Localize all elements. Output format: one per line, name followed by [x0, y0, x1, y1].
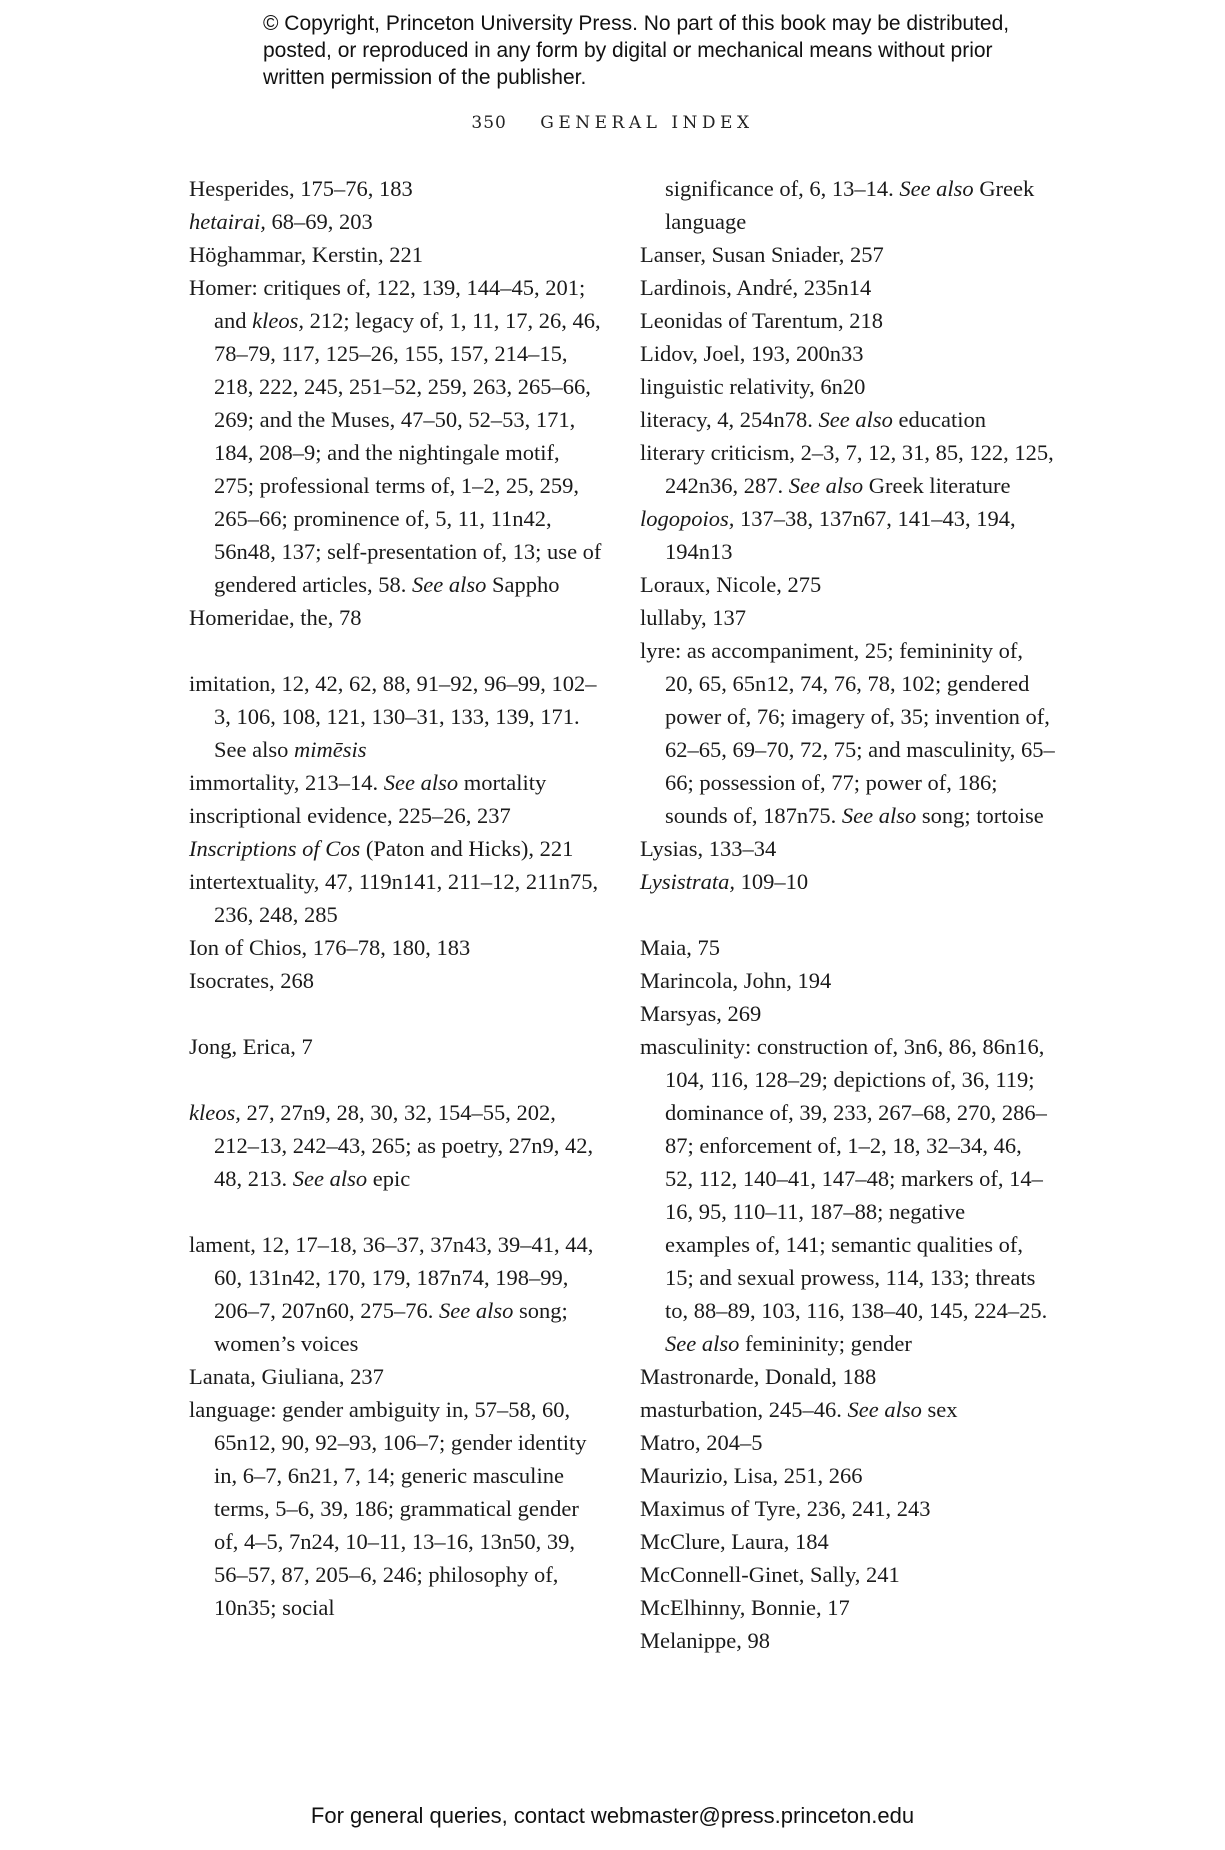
index-entry: imitation, 12, 42, 62, 88, 91–92, 96–99, 102–3, 106, 108, 121, 130–31, 133, 139, 171. See also mimēsis — [189, 671, 597, 762]
index-entry: Mastronarde, Donald, 188 — [640, 1364, 877, 1389]
index-entry: Hesperides, 175–76, 183 — [189, 176, 413, 201]
page-number: 350 — [471, 113, 507, 133]
index-entry: inscriptional evidence, 225–26, 237 — [189, 803, 511, 828]
index-entry: lyre: as accompaniment, 25; femininity of, 20, 65, 65n12, 74, 76, 78, 102; gendered power of, 76; imagery of, 35; invention of, 62–65, 69–70, 72, 75; and masculinity, 65–66; possession of, 77; power of, 186; sounds of, 187n75. See also song; tortoise — [640, 638, 1055, 828]
letter-group-gap — [189, 997, 604, 1030]
index-entry: hetairai, 68–69, 203 — [189, 209, 373, 234]
index-entry: Lardinois, André, 235n14 — [640, 275, 872, 300]
index-entry: logopoios, 137–38, 137n67, 141–43, 194, 194n13 — [640, 506, 1016, 564]
running-head — [0, 113, 1225, 133]
index-entry: Jong, Erica, 7 — [189, 1034, 313, 1059]
index-entry: Loraux, Nicole, 275 — [640, 572, 822, 597]
index-entry: literary criticism, 2–3, 7, 12, 31, 85, 122, 125, 242n36, 287. See also Greek literature — [640, 440, 1054, 498]
index-entry: Melanippe, 98 — [640, 1628, 770, 1653]
index-column-left — [189, 172, 604, 1624]
index-entry: masturbation, 245–46. See also sex — [640, 1397, 958, 1422]
index-entry: Homer: critiques of, 122, 139, 144–45, 201; and kleos, 212; legacy of, 1, 11, 17, 26, 46, 78–79, 117, 125–26, 155, 157, 214–15, 218, 222, 245, 251–52, 259, 263, 265–66, 269; and the Muses, 47–50, 52–53, 171, 184, 208–9; and the nightingale motif, 275; professional terms of, 1–2, 25, 259, 265–66; prominence of, 5, 11, 11n42, 56n48, 137; self-presentation of, 13; use of gendered articles, 58. See also Sappho — [189, 275, 602, 597]
index-entry: Inscriptions of Cos (Paton and Hicks), 221 — [189, 836, 574, 861]
index-entry: McConnell-Ginet, Sally, 241 — [640, 1562, 900, 1587]
index-entry: Lanser, Susan Sniader, 257 — [640, 242, 884, 267]
index-entry: lullaby, 137 — [640, 605, 747, 630]
index-entry: Maximus of Tyre, 236, 241, 243 — [640, 1496, 931, 1521]
index-entry: Marincola, John, 194 — [640, 968, 832, 993]
index-entry: Lanata, Giuliana, 237 — [189, 1364, 384, 1389]
index-entry: Isocrates, 268 — [189, 968, 314, 993]
index-column-right — [640, 172, 1055, 1657]
page-title: GENERAL INDEX — [540, 113, 754, 133]
index-entry: Matro, 204–5 — [640, 1430, 763, 1455]
index-entry: Marsyas, 269 — [640, 1001, 762, 1026]
index-entry: kleos, 27, 27n9, 28, 30, 32, 154–55, 202, 212–13, 242–43, 265; as poetry, 27n9, 42, 48, 213. See also epic — [189, 1100, 594, 1191]
index-entry: lament, 12, 17–18, 36–37, 37n43, 39–41, 44, 60, 131n42, 170, 179, 187n74, 198–99, 206–7, 207n60, 275–76. See also song; women’s voices — [189, 1232, 594, 1356]
footer-contact: For general queries, contact webmaster@press.princeton.edu — [310, 1803, 915, 1828]
index-entry: linguistic relativity, 6n20 — [640, 374, 866, 399]
index-entry: Lidov, Joel, 193, 200n33 — [640, 341, 864, 366]
index-entry: Leonidas of Tarentum, 218 — [640, 308, 883, 333]
copyright-notice: © Copyright, Princeton University Press. No part of this book may be distributed, posted, or reproduced in any form by digital or mechanical means without prior written permission of the publisher. — [263, 12, 1010, 89]
index-entry: Maia, 75 — [640, 935, 720, 960]
index-entry: literacy, 4, 254n78. See also education — [640, 407, 986, 432]
index-entry: Maurizio, Lisa, 251, 266 — [640, 1463, 863, 1488]
index-entry: immortality, 213–14. See also mortality — [189, 770, 547, 795]
index-entry: McElhinny, Bonnie, 17 — [640, 1595, 850, 1620]
index-entry: Homeridae, the, 78 — [189, 605, 362, 630]
letter-group-gap — [189, 1195, 604, 1228]
index-entry: Lysistrata, 109–10 — [640, 869, 809, 894]
index-entry: Höghammar, Kerstin, 221 — [189, 242, 424, 267]
index-entry-continuation: significance of, 6, 13–14. See also Greek language — [665, 176, 1035, 234]
index-entry: McClure, Laura, 184 — [640, 1529, 829, 1554]
index-entry: Ion of Chios, 176–78, 180, 183 — [189, 935, 471, 960]
letter-group-gap — [189, 1063, 604, 1096]
index-entry: Lysias, 133–34 — [640, 836, 777, 861]
index-entry: language: gender ambiguity in, 57–58, 60, 65n12, 90, 92–93, 106–7; gender identity in, 6–7, 6n21, 7, 14; generic masculine terms, 5–6, 39, 186; grammatical gender of, 4–5, 7n24, 10–11, 13–16, 13n50, 39, 56–57, 87, 205–6, 246; philosophy of, 10n35; social — [189, 1397, 587, 1620]
letter-group-gap — [189, 634, 604, 667]
index-entry: intertextuality, 47, 119n141, 211–12, 211n75, 236, 248, 285 — [189, 869, 599, 927]
index-entry: masculinity: construction of, 3n6, 86, 86n16, 104, 116, 128–29; depictions of, 36, 119; dominance of, 39, 233, 267–68, 270, 286–87; enforcement of, 1–2, 18, 32–34, 46, 52, 112, 140–41, 147–48; markers of, 14–16, 95, 110–11, 187–88; negative examples of, 141; semantic qualities of, 15; and sexual prowess, 114, 133; threats to, 88–89, 103, 116, 138–40, 145, 224–25. See also femininity; gender — [640, 1034, 1048, 1356]
letter-group-gap — [640, 898, 1055, 931]
